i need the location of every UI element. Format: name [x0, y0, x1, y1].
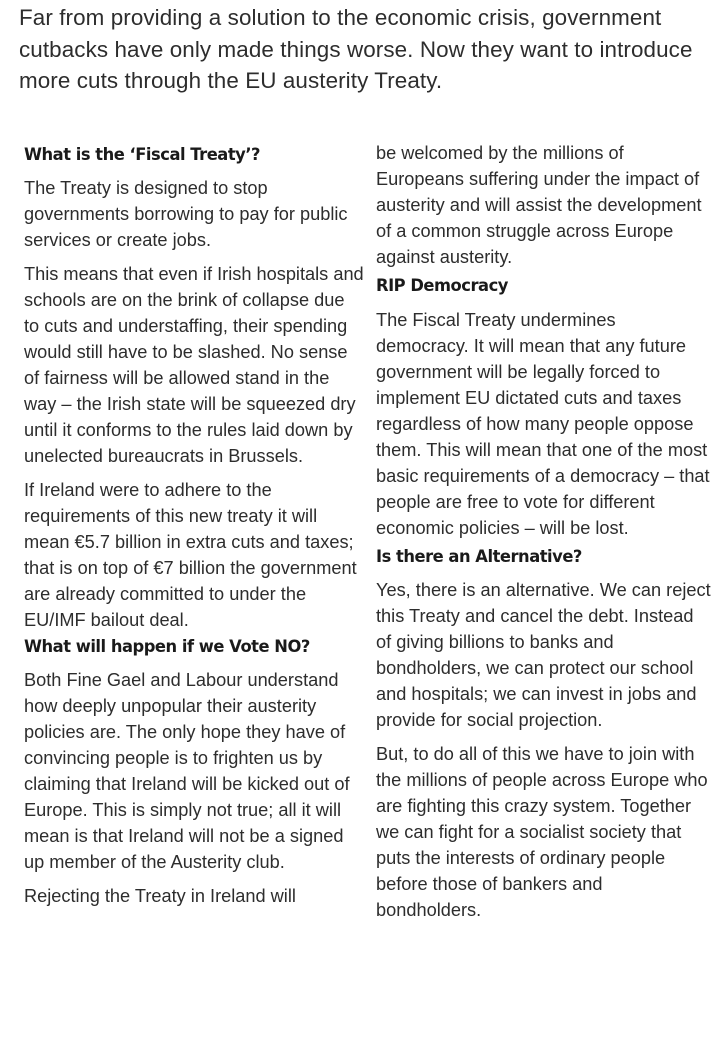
- paragraph-fine-gael-labour: Both Fine Gael and Labour understand how deeply unpopular their austerity policies are. The only hope they have of convincing people is to frighten us by claiming that Ireland will be kicked out of Europe. This is simply not true; all it will mean is that Ireland will not be a signed up member of the Austerity club.: [24, 670, 350, 872]
- paragraph-treaty-designed: The Treaty is designed to stop governments borrowing to pay for public services or create jobs.: [24, 178, 348, 250]
- paragraph-alternative: Yes, there is an alternative. We can reject this Treaty and cancel the debt. Instead of giving billions to banks and bondholders, we can protect our school and hospitals; we can invest in jobs and provide for social projection.: [376, 580, 711, 730]
- heading-rip-democracy: RIP Democracy: [376, 276, 508, 296]
- paragraph-join-struggle: But, to do all of this we have to join with the millions of people across Europe who are fighting this crazy system. Together we can fight for a socialist society that puts the interests of ordinary people before those of bankers and bondholders.: [376, 744, 708, 920]
- left-column: [24, 143, 364, 909]
- heading-vote-no: What will happen if we Vote NO?: [24, 637, 310, 657]
- paragraph-rejecting-treaty: Rejecting the Treaty in Ireland will: [24, 886, 296, 906]
- paragraph-democracy: The Fiscal Treaty undermines democracy. It will mean that any future government will be legally forced to implement EU dictated cuts and taxes regardless of how many people oppose them. This will mean that one of the most basic requirements of a democracy – that people are free to vote for different economic policies – will be lost.: [376, 310, 710, 538]
- paragraph-hospitals-schools: This means that even if Irish hospitals and schools are on the brink of collapse due to cuts and understaffing, their spending would still have to be slashed. No sense of fairness will be allowed stand in the way – the Irish state will be squeezed dry until it conforms to the rules laid down by unelected bureaucrats in Brussels.: [24, 264, 364, 466]
- paragraph-rejecting-treaty-continued: be welcomed by the millions of Europeans suffering under the impact of austerity and will assist the development of a common struggle across Europe against austerity.: [376, 143, 702, 267]
- intro-paragraph: Far from providing a solution to the economic crisis, government cutbacks have only made things worse. Now they want to introduce more cuts through the EU austerity Treaty.: [19, 5, 693, 93]
- heading-alternative: Is there an Alternative?: [376, 547, 582, 567]
- paragraph-extra-cuts: If Ireland were to adhere to the requirements of this new treaty it will mean €5.7 billion in extra cuts and taxes; that is on top of €7 billion the government are already committed to under the EU/IMF bailout deal.: [24, 480, 357, 630]
- right-column: [376, 140, 712, 923]
- heading-fiscal-treaty: What is the ‘Fiscal Treaty’?: [24, 145, 261, 165]
